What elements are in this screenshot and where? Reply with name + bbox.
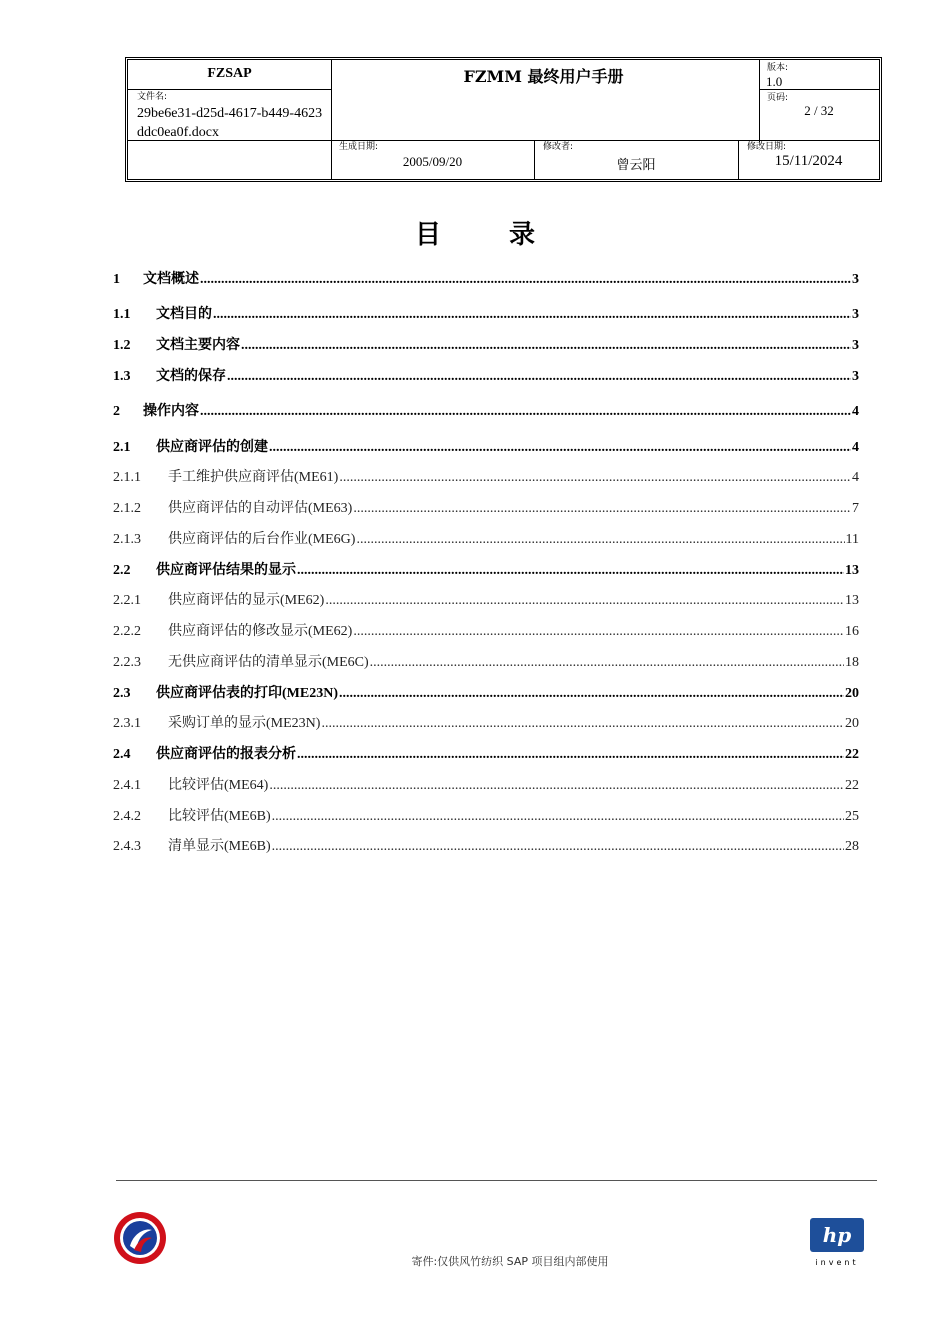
toc-entry[interactable] [113,649,859,671]
toc-leader-dots [272,839,844,855]
toc-entry-number: 2.2.2 [113,624,141,639]
toc-entry[interactable] [113,618,859,640]
toc-entry-text: 无供应商评估的清单显示(ME6C) [168,655,369,670]
modified-date-label: 修改日期: [747,142,787,152]
toc-leader-dots [200,404,851,420]
toc-entry-text: 操作内容 [143,404,199,419]
toc-entry-number: 1 [113,272,120,287]
toc-leader-dots [241,338,851,354]
filename-value: 29be6e31-d25d-4617-b449-4623ddc0ea0f.docx [137,106,323,140]
modifier-name: 曾云阳 [616,157,656,172]
modified-date: 15/11/2024 [774,153,843,169]
toc-entry-text: 供应商评估的创建 [156,440,268,455]
toc-entry-text: 手工维护供应商评估(ME61) [168,470,339,485]
toc-entry[interactable] [113,772,859,794]
toc-entry-number: 2.4.3 [113,839,141,854]
toc-entry[interactable] [113,526,859,548]
toc-entry[interactable] [113,266,859,288]
toc-entry-number: 2.1.3 [113,532,141,547]
toc-entry-number: 2.3.1 [113,716,141,731]
toc-entry[interactable] [113,495,859,517]
toc-entry-number: 2.1 [113,440,131,455]
toc-entry-text: 供应商评估的显示(ME62) [168,593,325,608]
toc-entry[interactable] [113,332,859,354]
toc-entry-text: 供应商评估的报表分析 [156,747,296,762]
toc-entry[interactable] [113,398,859,420]
toc-leader-dots [269,440,851,456]
hp-logo-icon [808,1216,868,1268]
toc-entry[interactable] [113,680,859,702]
toc-entry-page: 7 [852,501,859,516]
toc-leader-dots [321,716,844,732]
toc-entry[interactable] [113,710,859,732]
toc-entry-text: 比较评估(ME64) [168,778,269,793]
created-date: 2005/09/20 [402,154,463,169]
hp-logo-text: invent [815,1258,859,1267]
toc-entry-text: 供应商评估表的打印(ME23N) [156,686,338,701]
document-header-table [125,57,882,182]
toc-entry-page: 4 [852,404,859,419]
toc-entry-number: 1.3 [113,369,131,384]
toc-entry-text: 文档目的 [156,307,212,322]
footer-divider [116,1180,877,1181]
toc-entry[interactable] [113,587,859,609]
page-label: 页码: [767,93,789,103]
created-date-label: 生成日期: [339,142,379,152]
toc-entry[interactable] [113,464,859,486]
toc-entry[interactable] [113,557,859,579]
toc-entry-text: 文档的保存 [156,369,226,384]
toc-leader-dots [227,369,851,385]
filename-label: 文件名: [137,92,168,102]
toc-entry-page: 3 [852,307,859,322]
toc-leader-dots [200,272,851,288]
toc-entry-page: 13 [845,593,859,608]
toc-entry-page: 22 [845,778,859,793]
toc-entry-page: 20 [845,716,859,731]
toc-leader-dots [272,809,844,825]
toc-entry-text: 比较评估(ME6B) [168,809,271,824]
toc-leader-dots [356,532,844,548]
toc-entry-text: 供应商评估的修改显示(ME62) [168,624,353,639]
svg-text:hp: hp [822,1223,852,1247]
toc-entry-text: 供应商评估的后台作业(ME6G) [168,532,356,547]
toc-leader-dots [353,624,844,640]
toc-entry-number: 2.2 [113,563,131,578]
toc-entry-text: 清单显示(ME6B) [168,839,271,854]
toc-entry-page: 13 [845,563,859,578]
toc-leader-dots [339,470,851,486]
toc-leader-dots [339,686,844,702]
version-label: 版本: [767,63,789,73]
toc-leader-dots [325,593,844,609]
toc-entry-page: 28 [845,839,859,854]
toc-entry-number: 1.2 [113,338,131,353]
toc-entry-page: 16 [845,624,859,639]
toc-entry-page: 18 [845,655,859,670]
toc-entry-number: 2.1.2 [113,501,141,516]
toc-leader-dots [353,501,851,517]
toc-entry-page: 3 [852,338,859,353]
toc-entry[interactable] [113,741,859,763]
toc-entry-page: 25 [845,809,859,824]
company-name: FZSAP [207,66,252,81]
toc-entry-number: 2.1.1 [113,470,141,485]
toc-entry-number: 2.4.2 [113,809,141,824]
toc-entry[interactable] [113,803,859,825]
toc-leader-dots [213,307,851,323]
toc-entry-number: 1.1 [113,307,131,322]
toc-leader-dots [370,655,844,671]
toc-entry-page: 4 [852,470,859,485]
toc-entry[interactable] [113,363,859,385]
version-value: 1.0 [766,74,783,89]
toc-entry-text: 供应商评估的自动评估(ME63) [168,501,353,516]
footer-notice: 寄件:仅供风竹纺织 SAP 项目组内部使用 [411,1255,609,1268]
toc-entry[interactable] [113,833,859,855]
toc-entry-text: 供应商评估结果的显示 [156,563,296,578]
toc-leader-dots [297,747,844,763]
toc-entry-number: 2.3 [113,686,131,701]
toc-entry-page: 3 [852,369,859,384]
toc-entry-number: 2.2.1 [113,593,141,608]
toc-entry[interactable] [113,301,859,323]
toc-entry-page: 20 [845,686,859,701]
toc-entry-text: 文档主要内容 [156,338,240,353]
document-title: FZMM 最终用户手册 [463,67,624,86]
toc-entry-number: 2.4.1 [113,778,141,793]
toc-entry-page: 3 [852,272,859,287]
toc-entry-page: 4 [852,440,859,455]
page-number: 2 / 32 [804,103,834,118]
toc-leader-dots [269,778,844,794]
toc-entry-text: 文档概述 [143,272,199,287]
toc-entry-text: 采购订单的显示(ME23N) [168,716,321,731]
toc-entry-number: 2.2.3 [113,655,141,670]
toc-leader-dots [297,563,844,579]
modifier-label: 修改者: [543,142,574,152]
toc-title: 目录 [414,220,603,250]
toc-entry-page: 11 [845,532,859,547]
toc-entry-number: 2 [113,404,120,419]
toc-entry-number: 2.4 [113,747,131,762]
toc-entry[interactable] [113,434,859,456]
toc-entry-page: 22 [845,747,859,762]
